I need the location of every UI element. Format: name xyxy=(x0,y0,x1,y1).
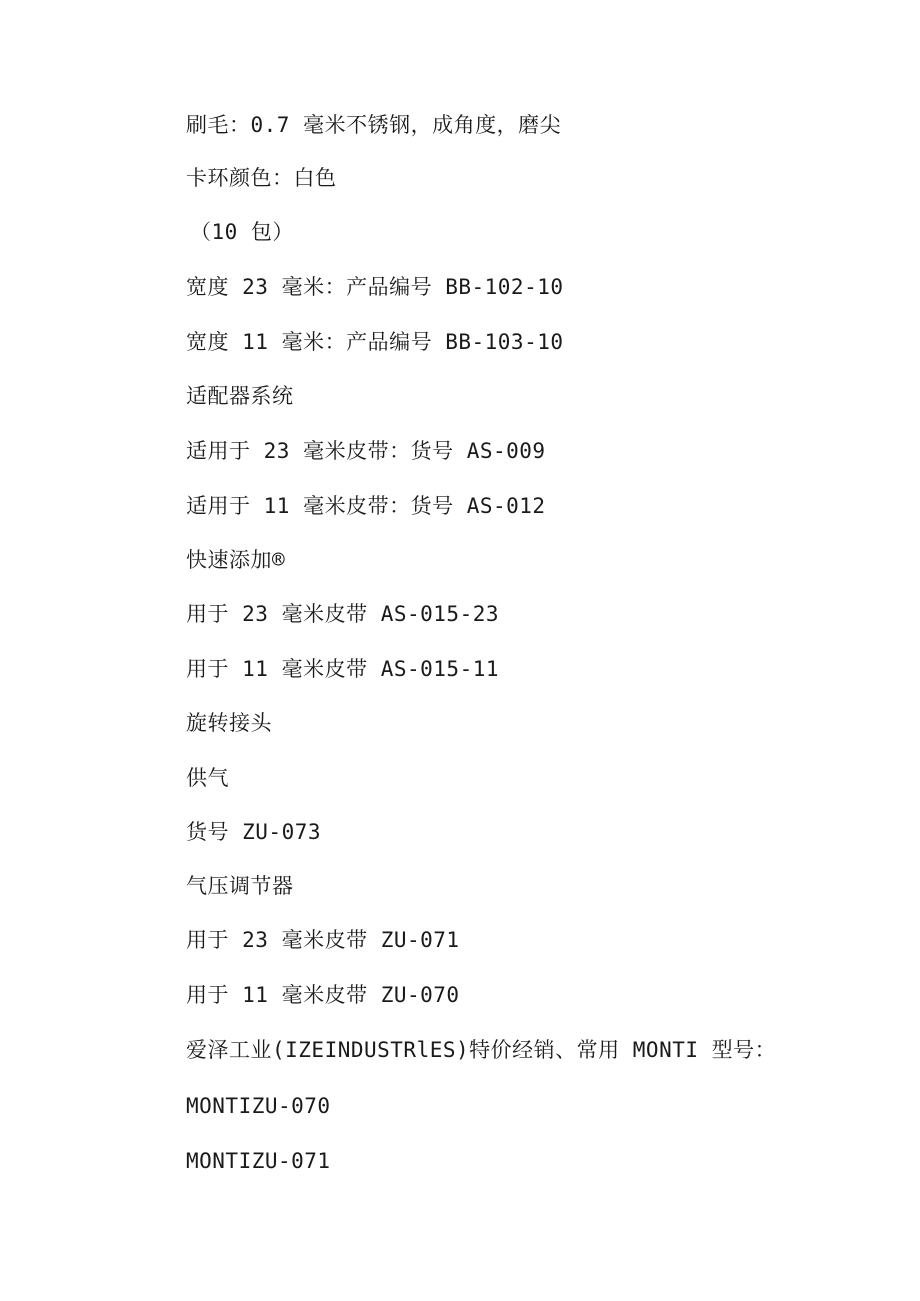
text-line: 用于 11 毫米皮带 ZU-070 xyxy=(186,983,460,1007)
text-line: 用于 23 毫米皮带 ZU-071 xyxy=(186,928,460,952)
text-line: 刷毛：0.7 毫米不锈钢，成角度，磨尖 xyxy=(186,113,562,137)
text-line: 适用于 11 毫米皮带：货号 AS-012 xyxy=(186,494,546,518)
section-heading: 旋转接头 xyxy=(186,711,272,735)
text-line: 宽度 23 毫米：产品编号 BB-102-10 xyxy=(186,275,564,299)
section-heading: 快速添加® xyxy=(186,548,286,572)
text-line: （10 包） xyxy=(190,220,294,244)
text-line: MONTIZU-071 xyxy=(186,1149,331,1173)
text-line: 宽度 11 毫米：产品编号 BB-103-10 xyxy=(186,330,564,354)
text-line: 爱泽工业(IZEINDUSTRlES)特价经销、常用 MONTI 型号： xyxy=(186,1038,777,1062)
text-line: MONTIZU-070 xyxy=(186,1094,331,1118)
text-line: 适用于 23 毫米皮带：货号 AS-009 xyxy=(186,439,546,463)
section-heading: 供气 xyxy=(186,766,229,790)
text-line: 货号 ZU-073 xyxy=(186,820,322,844)
text-line: 用于 11 毫米皮带 AS-015-11 xyxy=(186,657,500,681)
text-line: 卡环颜色：白色 xyxy=(186,166,337,190)
section-heading: 适配器系统 xyxy=(186,384,294,408)
section-heading: 气压调节器 xyxy=(186,874,294,898)
text-line: 用于 23 毫米皮带 AS-015-23 xyxy=(186,602,500,626)
